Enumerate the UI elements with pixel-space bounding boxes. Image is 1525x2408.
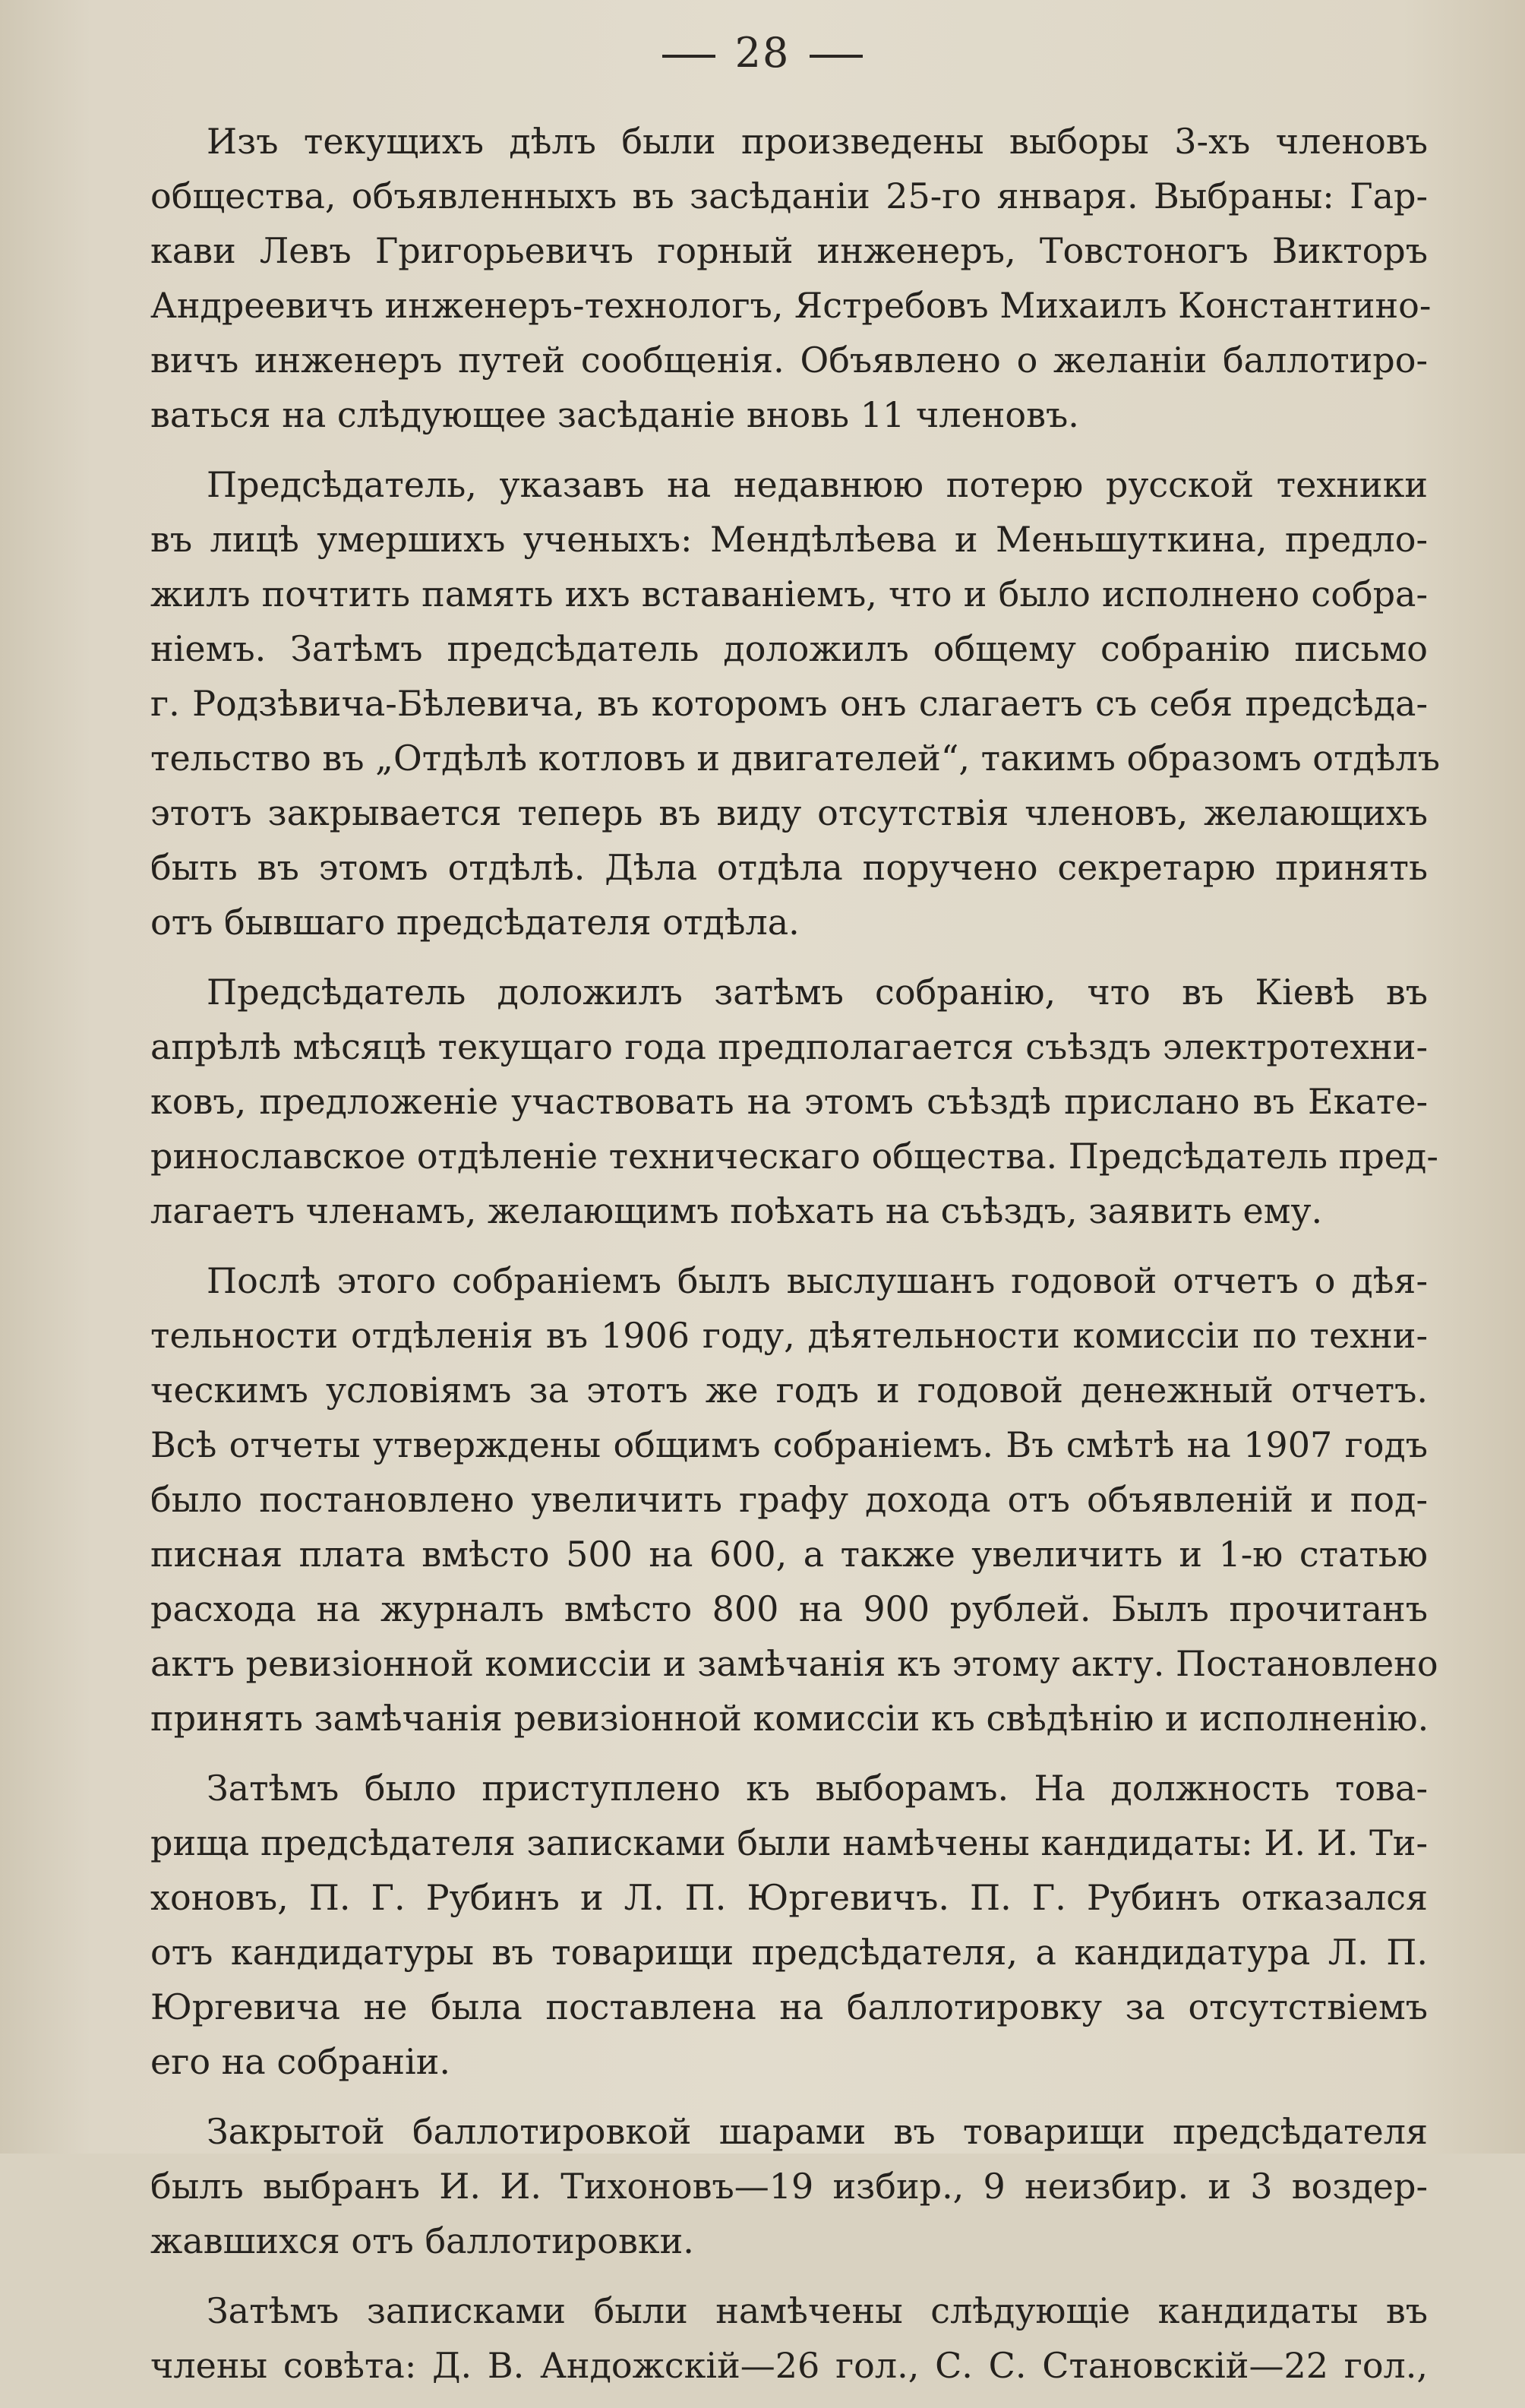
- text-line: ческимъ условіямъ за этотъ же годъ и годовой денежный отчетъ.: [150, 1370, 1428, 1411]
- text-line: актъ ревизіонной комиссіи и замѣчанія къ этому акту. Постановлено: [150, 1643, 1438, 1684]
- text-line: вичъ инженеръ путей сообщенія. Объявлено о желаніи баллотиро-: [150, 340, 1428, 381]
- text-line: писная плата вмѣсто 500 на 600, а также увеличить и 1-ю статью: [150, 1534, 1428, 1575]
- text-line: тельство въ „Отдѣлѣ котловъ и двигателей“, такимъ образомъ отдѣлъ: [150, 738, 1440, 779]
- text-line: этотъ закрывается теперь въ виду отсутствія членовъ, желающихъ: [150, 792, 1428, 833]
- text-line: въ лицѣ умершихъ ученыхъ: Мендѣлѣева и Меньшуткина, предло-: [150, 519, 1428, 560]
- text-line: жилъ почтить память ихъ вставаніемъ, что и было исполнено собра-: [150, 574, 1428, 615]
- text-line: Андреевичъ инженеръ-технологъ, Ястребовъ Михаилъ Константино-: [150, 285, 1432, 326]
- text-line: Закрытой баллотировкой шарами въ товарищи предсѣдателя: [207, 2111, 1428, 2152]
- paragraph: [150, 114, 1432, 442]
- text-line: ринославское отдѣленіе техническаго общества. Предсѣдатель пред-: [150, 1136, 1438, 1177]
- text-line: было постановлено увеличить графу дохода отъ объявленій и под-: [150, 1479, 1428, 1520]
- page-number: [0, 29, 1525, 77]
- text-line: Затѣмъ записками были намѣчены слѣдующіе кандидаты въ: [207, 2290, 1428, 2331]
- text-line: Всѣ отчеты утверждены общимъ собраніемъ. Въ смѣтѣ на 1907 годъ: [150, 1424, 1428, 1465]
- text-line: лагаетъ членамъ, желающимъ поѣхать на съѣздъ, заявить ему.: [150, 1190, 1323, 1231]
- text-line: члены совѣта: Д. В. Андожскій—26 гол., С. С. Становскій—22 гол.,: [150, 2345, 1428, 2386]
- text-line: рища предсѣдателя записками были намѣчены кандидаты: И. И. Ти-: [150, 1822, 1428, 1863]
- text-line: г. Родзѣвича-Бѣлевича, въ которомъ онъ слагаетъ съ себя предсѣда-: [150, 683, 1428, 724]
- text-line: апрѣлѣ мѣсяцѣ текущаго года предполагается съѣздъ электротехни-: [150, 1026, 1428, 1067]
- text-line: Послѣ этого собраніемъ былъ выслушанъ годовой отчетъ о дѣя-: [207, 1260, 1428, 1301]
- text-line: отъ кандидатуры въ товарищи предсѣдателя, а кандидатура Л. П.: [150, 1932, 1428, 1973]
- text-line: былъ выбранъ И. И. Тихоновъ—19 избир., 9 неизбир. и 3 воздер-: [150, 2166, 1428, 2207]
- text-line: Изъ текущихъ дѣлъ были произведены выборы 3-хъ членовъ: [207, 121, 1428, 162]
- paragraph: [150, 965, 1438, 1238]
- text-line: быть въ этомъ отдѣлѣ. Дѣла отдѣла поручено секретарю принять: [150, 847, 1428, 888]
- text-line: принять замѣчанія ревизіонной комиссіи къ свѣдѣнію и исполненію.: [150, 1698, 1429, 1739]
- body-text: [150, 114, 1440, 2408]
- text-line: ніемъ. Затѣмъ предсѣдатель доложилъ общему собранію письмо: [150, 628, 1428, 669]
- left-dash: [662, 55, 715, 58]
- text-line: Затѣмъ было приступлено къ выборамъ. На должность това-: [207, 1768, 1428, 1809]
- paragraph: [150, 2283, 1428, 2393]
- text-line: ковъ, предложеніе участвовать на этомъ съѣздѣ прислано въ Екате-: [150, 1081, 1428, 1122]
- text-line: расхода на журналъ вмѣсто 800 на 900 рублей. Былъ прочитанъ: [150, 1588, 1428, 1629]
- text-line: Предсѣдатель, указавъ на недавнюю потерю русской техники: [207, 464, 1428, 505]
- page-number-value: 28: [734, 29, 791, 77]
- text-line: хоновъ, П. Г. Рубинъ и Л. П. Юргевичъ. П. Г. Рубинъ отказался: [150, 1877, 1428, 1918]
- text-line: его на собраніи.: [150, 2041, 451, 2082]
- right-dash: [810, 55, 863, 58]
- text-line: тельности отдѣленія въ 1906 году, дѣятельности комиссіи по техни-: [150, 1315, 1428, 1356]
- text-line: кави Левъ Григорьевичъ горный инженеръ, Товстоногъ Викторъ: [150, 230, 1428, 271]
- text-line: отъ бывшаго предсѣдателя отдѣла.: [150, 902, 800, 943]
- text-line: Юргевича не была поставлена на баллотировку за отсутствіемъ: [150, 1986, 1428, 2027]
- text-line: ваться на слѣдующее засѣданіе вновь 11 членовъ.: [150, 394, 1079, 435]
- paragraph: [150, 457, 1440, 950]
- text-line: общества, объявленныхъ въ засѣданіи 25-го января. Выбраны: Гар-: [150, 175, 1428, 216]
- text-line: жавшихся отъ баллотировки.: [150, 2220, 694, 2261]
- paragraph: [150, 1253, 1438, 1746]
- paragraph: [150, 1761, 1428, 2089]
- text-line: Предсѣдатель доложилъ затѣмъ собранію, что въ Кіевѣ въ: [207, 972, 1428, 1013]
- paragraph: [150, 2104, 1428, 2268]
